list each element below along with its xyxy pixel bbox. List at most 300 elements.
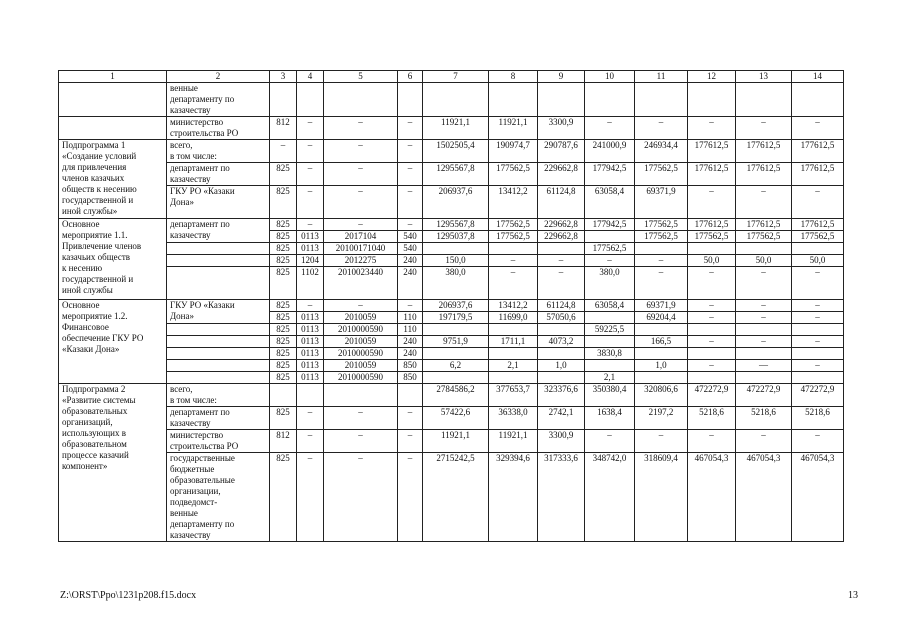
code-csr-cell: – xyxy=(324,407,398,430)
value-cell: – xyxy=(688,117,736,140)
table-row xyxy=(59,407,844,430)
code-vr-cell: 240 xyxy=(398,336,423,348)
executor-cell: департамент по казачеству xyxy=(167,163,270,186)
value-cell xyxy=(585,312,635,324)
code-vr-cell: – xyxy=(398,430,423,453)
value-cell: 467054,3 xyxy=(688,453,736,542)
value-cell: 3300,9 xyxy=(538,117,585,140)
code-vr-cell: – xyxy=(398,453,423,542)
code-csr-cell: – xyxy=(324,300,398,312)
value-cell: – xyxy=(736,300,792,312)
code-csr-cell: 2017104 xyxy=(324,231,398,243)
code-csr-cell: 2010023440 xyxy=(324,267,398,300)
value-cell: 317333,6 xyxy=(538,453,585,542)
value-cell: 11921,1 xyxy=(423,117,489,140)
code-grbs-cell: 825 xyxy=(270,186,297,219)
value-cell: 150,0 xyxy=(423,255,489,267)
value-cell: 11921,1 xyxy=(423,430,489,453)
value-cell xyxy=(585,83,635,117)
code-csr-cell: – xyxy=(324,453,398,542)
executor-cell xyxy=(167,336,270,348)
value-cell: 5218,6 xyxy=(736,407,792,430)
value-cell xyxy=(635,324,688,336)
value-cell: 61124,8 xyxy=(538,300,585,312)
value-cell: 177612,5 xyxy=(688,140,736,163)
table-row xyxy=(59,186,844,219)
value-cell: – xyxy=(635,255,688,267)
col-header: 1 xyxy=(59,71,167,83)
value-cell xyxy=(792,348,844,360)
value-cell xyxy=(423,243,489,255)
executor-cell: ГКУ РО «Казаки Дона» xyxy=(167,186,270,219)
value-cell: – xyxy=(688,312,736,324)
code-grbs-cell: 825 xyxy=(270,360,297,372)
code-csr-cell: – xyxy=(324,163,398,186)
value-cell: 50,0 xyxy=(736,255,792,267)
value-cell: — xyxy=(736,360,792,372)
value-cell: – xyxy=(688,300,736,312)
table-row xyxy=(59,163,844,186)
executor-cell xyxy=(167,243,270,255)
col-header: 12 xyxy=(688,71,736,83)
value-cell: 197179,5 xyxy=(423,312,489,324)
value-cell: 166,5 xyxy=(635,336,688,348)
code-vr-cell: – xyxy=(398,163,423,186)
code-grbs-cell xyxy=(270,83,297,117)
value-cell: 1638,4 xyxy=(585,407,635,430)
value-cell xyxy=(635,243,688,255)
value-cell: 2784586,2 xyxy=(423,384,489,407)
code-csr-cell: 2012275 xyxy=(324,255,398,267)
value-cell: – xyxy=(792,336,844,348)
value-cell xyxy=(688,324,736,336)
code-csr-cell: 2010059 xyxy=(324,312,398,324)
value-cell: – xyxy=(736,430,792,453)
value-cell: 177562,5 xyxy=(635,163,688,186)
value-cell: 61124,8 xyxy=(538,186,585,219)
code-rzpr-cell: 1102 xyxy=(297,267,324,300)
col-header: 5 xyxy=(324,71,398,83)
executor-cell xyxy=(167,360,270,372)
code-vr-cell: – xyxy=(398,186,423,219)
value-cell xyxy=(792,372,844,384)
value-cell: 177612,5 xyxy=(792,163,844,186)
code-vr-cell: – xyxy=(398,117,423,140)
code-vr-cell: – xyxy=(398,140,423,163)
value-cell: 2,1 xyxy=(585,372,635,384)
value-cell xyxy=(635,83,688,117)
value-cell: – xyxy=(736,336,792,348)
value-cell xyxy=(792,83,844,117)
col-header: 6 xyxy=(398,71,423,83)
value-cell: 13412,2 xyxy=(489,300,538,312)
value-cell xyxy=(736,348,792,360)
value-cell: 69204,4 xyxy=(635,312,688,324)
value-cell xyxy=(423,348,489,360)
value-cell: 241000,9 xyxy=(585,140,635,163)
table-row xyxy=(59,324,844,336)
value-cell: 50,0 xyxy=(792,255,844,267)
value-cell: 11921,1 xyxy=(489,430,538,453)
header-row xyxy=(59,71,844,83)
code-vr-cell: 110 xyxy=(398,324,423,336)
value-cell: 177562,5 xyxy=(489,219,538,231)
value-cell xyxy=(489,243,538,255)
value-cell: 190974,7 xyxy=(489,140,538,163)
value-cell: 177562,5 xyxy=(736,231,792,243)
value-cell: 380,0 xyxy=(585,267,635,300)
code-grbs-cell: 825 xyxy=(270,255,297,267)
value-cell: 177612,5 xyxy=(688,163,736,186)
value-cell: 9751,9 xyxy=(423,336,489,348)
code-vr-cell: 540 xyxy=(398,231,423,243)
table-row xyxy=(59,140,844,163)
code-grbs-cell: 825 xyxy=(270,453,297,542)
value-cell xyxy=(423,324,489,336)
value-cell xyxy=(489,348,538,360)
value-cell: 59225,5 xyxy=(585,324,635,336)
code-rzpr-cell: – xyxy=(297,300,324,312)
table-row xyxy=(59,348,844,360)
code-grbs-cell: 825 xyxy=(270,372,297,384)
code-grbs-cell: 825 xyxy=(270,219,297,231)
value-cell: 69371,9 xyxy=(635,186,688,219)
executor-cell: министерство строительства РО xyxy=(167,430,270,453)
executor-cell xyxy=(167,267,270,300)
value-cell: – xyxy=(635,430,688,453)
code-csr-cell: 2010000590 xyxy=(324,348,398,360)
executor-cell xyxy=(167,324,270,336)
executor-cell xyxy=(167,348,270,360)
code-vr-cell: 240 xyxy=(398,348,423,360)
value-cell: 4073,2 xyxy=(538,336,585,348)
code-rzpr-cell: – xyxy=(297,453,324,542)
value-cell: – xyxy=(635,117,688,140)
table-row xyxy=(59,430,844,453)
value-cell: 13412,2 xyxy=(489,186,538,219)
value-cell: 177942,5 xyxy=(585,219,635,231)
budget-table xyxy=(58,70,844,542)
code-vr-cell: 540 xyxy=(398,243,423,255)
code-csr-cell xyxy=(324,384,398,407)
executor-cell: департамент по казачеству xyxy=(167,407,270,430)
value-cell: 177562,5 xyxy=(635,219,688,231)
file-path: Z:\ORST\Ppo\1231p208.f15.docx xyxy=(60,590,197,601)
value-cell xyxy=(688,372,736,384)
value-cell: – xyxy=(688,336,736,348)
value-cell: 57422,6 xyxy=(423,407,489,430)
col-header: 14 xyxy=(792,71,844,83)
code-csr-cell: 2010059 xyxy=(324,360,398,372)
value-cell: 177612,5 xyxy=(736,140,792,163)
value-cell xyxy=(423,372,489,384)
code-grbs-cell: 825 xyxy=(270,324,297,336)
code-vr-cell xyxy=(398,384,423,407)
value-cell: 1,0 xyxy=(635,360,688,372)
executor-cell xyxy=(167,255,270,267)
value-cell: 318609,4 xyxy=(635,453,688,542)
value-cell: 229662,8 xyxy=(538,163,585,186)
value-cell: 323376,6 xyxy=(538,384,585,407)
code-vr-cell: 850 xyxy=(398,360,423,372)
col-header: 7 xyxy=(423,71,489,83)
value-cell: 377653,7 xyxy=(489,384,538,407)
value-cell: – xyxy=(736,117,792,140)
value-cell: – xyxy=(688,267,736,300)
col-header: 8 xyxy=(489,71,538,83)
table-row xyxy=(59,117,844,140)
value-cell: 11921,1 xyxy=(489,117,538,140)
value-cell: 1295037,8 xyxy=(423,231,489,243)
code-vr-cell: 240 xyxy=(398,255,423,267)
code-csr-cell: – xyxy=(324,186,398,219)
executor-cell: ГКУ РО «Казаки Дона» xyxy=(167,300,270,324)
col-header: 9 xyxy=(538,71,585,83)
code-rzpr-cell: – xyxy=(297,219,324,231)
code-csr-cell: – xyxy=(324,140,398,163)
code-rzpr-cell: 0113 xyxy=(297,372,324,384)
value-cell: 380,0 xyxy=(423,267,489,300)
code-grbs-cell: 825 xyxy=(270,163,297,186)
value-cell: 246934,4 xyxy=(635,140,688,163)
value-cell: 50,0 xyxy=(688,255,736,267)
executor-cell: венные департаменту по казачеству xyxy=(167,83,270,117)
value-cell: 467054,3 xyxy=(792,453,844,542)
executor-cell: всего, в том числе: xyxy=(167,384,270,407)
value-cell: 69371,9 xyxy=(635,300,688,312)
value-cell xyxy=(736,83,792,117)
program-name-cell xyxy=(59,117,167,140)
executor-cell: департамент по казачеству xyxy=(167,219,270,243)
table-row xyxy=(59,300,844,312)
value-cell: – xyxy=(585,255,635,267)
code-rzpr-cell: – xyxy=(297,430,324,453)
value-cell xyxy=(538,348,585,360)
value-cell: – xyxy=(792,312,844,324)
table-row xyxy=(59,360,844,372)
page-number: 13 xyxy=(848,590,858,601)
col-header: 10 xyxy=(585,71,635,83)
value-cell: 177942,5 xyxy=(585,163,635,186)
value-cell: 177562,5 xyxy=(688,231,736,243)
program-name-cell: Основное мероприятие 1.1. Привлечение членов казачьих обществ к несению государственной и иной службы xyxy=(59,219,167,300)
table-row xyxy=(59,336,844,348)
code-vr-cell: 110 xyxy=(398,312,423,324)
table-row xyxy=(59,219,844,231)
code-csr-cell: 2010059 xyxy=(324,336,398,348)
value-cell: 2,1 xyxy=(489,360,538,372)
code-grbs-cell: 825 xyxy=(270,336,297,348)
value-cell: 177562,5 xyxy=(489,163,538,186)
value-cell: 5218,6 xyxy=(688,407,736,430)
value-cell xyxy=(792,324,844,336)
executor-cell: всего, в том числе: xyxy=(167,140,270,163)
value-cell: – xyxy=(688,360,736,372)
code-vr-cell: – xyxy=(398,300,423,312)
value-cell: 472272,9 xyxy=(736,384,792,407)
code-rzpr-cell: – xyxy=(297,117,324,140)
code-vr-cell: – xyxy=(398,219,423,231)
value-cell xyxy=(736,243,792,255)
code-rzpr-cell xyxy=(297,83,324,117)
code-vr-cell: – xyxy=(398,407,423,430)
value-cell: – xyxy=(489,267,538,300)
code-grbs-cell: 812 xyxy=(270,117,297,140)
value-cell xyxy=(489,372,538,384)
code-rzpr-cell: 0113 xyxy=(297,336,324,348)
value-cell: 177612,5 xyxy=(736,163,792,186)
value-cell: 57050,6 xyxy=(538,312,585,324)
code-csr-cell: 2010000590 xyxy=(324,324,398,336)
value-cell: 63058,4 xyxy=(585,300,635,312)
value-cell: 229662,8 xyxy=(538,231,585,243)
code-rzpr-cell: 0113 xyxy=(297,348,324,360)
code-csr-cell: – xyxy=(324,430,398,453)
value-cell: 472272,9 xyxy=(792,384,844,407)
value-cell: – xyxy=(792,117,844,140)
col-header: 4 xyxy=(297,71,324,83)
code-rzpr-cell: – xyxy=(297,407,324,430)
value-cell: – xyxy=(736,267,792,300)
value-cell: 350380,4 xyxy=(585,384,635,407)
table-row xyxy=(59,453,844,542)
code-vr-cell: 850 xyxy=(398,372,423,384)
code-rzpr-cell: – xyxy=(297,186,324,219)
code-grbs-cell: 825 xyxy=(270,243,297,255)
table-row xyxy=(59,83,844,117)
code-csr-cell: 20100171040 xyxy=(324,243,398,255)
code-grbs-cell: 825 xyxy=(270,407,297,430)
value-cell: – xyxy=(792,300,844,312)
value-cell xyxy=(585,336,635,348)
program-name-cell: Подпрограмма 2 «Развитие системы образовательных организаций, использующих в образовательном процессе казачий компонент» xyxy=(59,384,167,542)
value-cell xyxy=(538,324,585,336)
value-cell: 177562,5 xyxy=(635,231,688,243)
value-cell: 2197,2 xyxy=(635,407,688,430)
program-name-cell: Подпрограмма 1 «Создание условий для привлечения членов казачьих обществ к несению государственной и иной службы» xyxy=(59,140,167,219)
code-csr-cell xyxy=(324,83,398,117)
code-rzpr-cell: 0113 xyxy=(297,324,324,336)
value-cell xyxy=(688,83,736,117)
table-row xyxy=(59,267,844,300)
value-cell: – xyxy=(792,186,844,219)
code-grbs-cell: 825 xyxy=(270,231,297,243)
value-cell: – xyxy=(635,267,688,300)
value-cell xyxy=(538,243,585,255)
code-rzpr-cell: 0113 xyxy=(297,243,324,255)
value-cell: 290787,6 xyxy=(538,140,585,163)
value-cell: 177612,5 xyxy=(792,219,844,231)
value-cell xyxy=(736,324,792,336)
code-vr-cell xyxy=(398,83,423,117)
code-grbs-cell: 825 xyxy=(270,348,297,360)
value-cell xyxy=(538,372,585,384)
value-cell: 1502505,4 xyxy=(423,140,489,163)
code-grbs-cell: – xyxy=(270,140,297,163)
code-rzpr-cell: 1204 xyxy=(297,255,324,267)
table-row xyxy=(59,255,844,267)
value-cell xyxy=(585,360,635,372)
value-cell: 1711,1 xyxy=(489,336,538,348)
value-cell xyxy=(538,83,585,117)
program-name-cell xyxy=(59,83,167,117)
value-cell: 206937,6 xyxy=(423,300,489,312)
col-header: 13 xyxy=(736,71,792,83)
table-row xyxy=(59,384,844,407)
value-cell: 5218,6 xyxy=(792,407,844,430)
value-cell: – xyxy=(792,267,844,300)
value-cell xyxy=(688,243,736,255)
value-cell: – xyxy=(736,312,792,324)
executor-cell xyxy=(167,372,270,384)
program-name-cell: Основное мероприятие 1.2. Финансовое обеспечение ГКУ РО «Казаки Дона» xyxy=(59,300,167,384)
value-cell: 2742,1 xyxy=(538,407,585,430)
col-header: 3 xyxy=(270,71,297,83)
value-cell xyxy=(792,243,844,255)
value-cell: – xyxy=(688,430,736,453)
value-cell: 177612,5 xyxy=(792,140,844,163)
value-cell xyxy=(736,372,792,384)
value-cell: – xyxy=(538,255,585,267)
value-cell: 1295567,8 xyxy=(423,219,489,231)
code-csr-cell: – xyxy=(324,117,398,140)
value-cell: 2715242,5 xyxy=(423,453,489,542)
value-cell: 177562,5 xyxy=(792,231,844,243)
executor-cell: министерство строительства РО xyxy=(167,117,270,140)
value-cell: – xyxy=(538,267,585,300)
value-cell: 177612,5 xyxy=(688,219,736,231)
value-cell: 177612,5 xyxy=(736,219,792,231)
table-row xyxy=(59,243,844,255)
value-cell: 3300,9 xyxy=(538,430,585,453)
value-cell: 472272,9 xyxy=(688,384,736,407)
value-cell: 177562,5 xyxy=(585,243,635,255)
code-csr-cell: 2010000590 xyxy=(324,372,398,384)
value-cell xyxy=(635,348,688,360)
executor-cell: государственные бюджетные образовательные организации, подведомст- венные департаменту по казачеству xyxy=(167,453,270,542)
value-cell: 1,0 xyxy=(538,360,585,372)
value-cell xyxy=(489,324,538,336)
value-cell xyxy=(585,231,635,243)
value-cell: 229662,8 xyxy=(538,219,585,231)
code-rzpr-cell: – xyxy=(297,140,324,163)
value-cell: 11699,0 xyxy=(489,312,538,324)
code-csr-cell: – xyxy=(324,219,398,231)
value-cell: – xyxy=(585,430,635,453)
value-cell: – xyxy=(792,360,844,372)
code-grbs-cell: 825 xyxy=(270,312,297,324)
value-cell: 3830,8 xyxy=(585,348,635,360)
value-cell xyxy=(489,83,538,117)
value-cell: – xyxy=(736,186,792,219)
value-cell: – xyxy=(489,255,538,267)
value-cell: 1295567,8 xyxy=(423,163,489,186)
value-cell: 63058,4 xyxy=(585,186,635,219)
table-row xyxy=(59,372,844,384)
col-header: 2 xyxy=(167,71,270,83)
value-cell: 320806,6 xyxy=(635,384,688,407)
code-rzpr-cell xyxy=(297,384,324,407)
value-cell: – xyxy=(585,117,635,140)
value-cell: – xyxy=(792,430,844,453)
value-cell: – xyxy=(688,186,736,219)
value-cell: 36338,0 xyxy=(489,407,538,430)
code-grbs-cell: 812 xyxy=(270,430,297,453)
code-rzpr-cell: – xyxy=(297,163,324,186)
code-vr-cell: 240 xyxy=(398,267,423,300)
value-cell: 6,2 xyxy=(423,360,489,372)
code-grbs-cell: 825 xyxy=(270,300,297,312)
